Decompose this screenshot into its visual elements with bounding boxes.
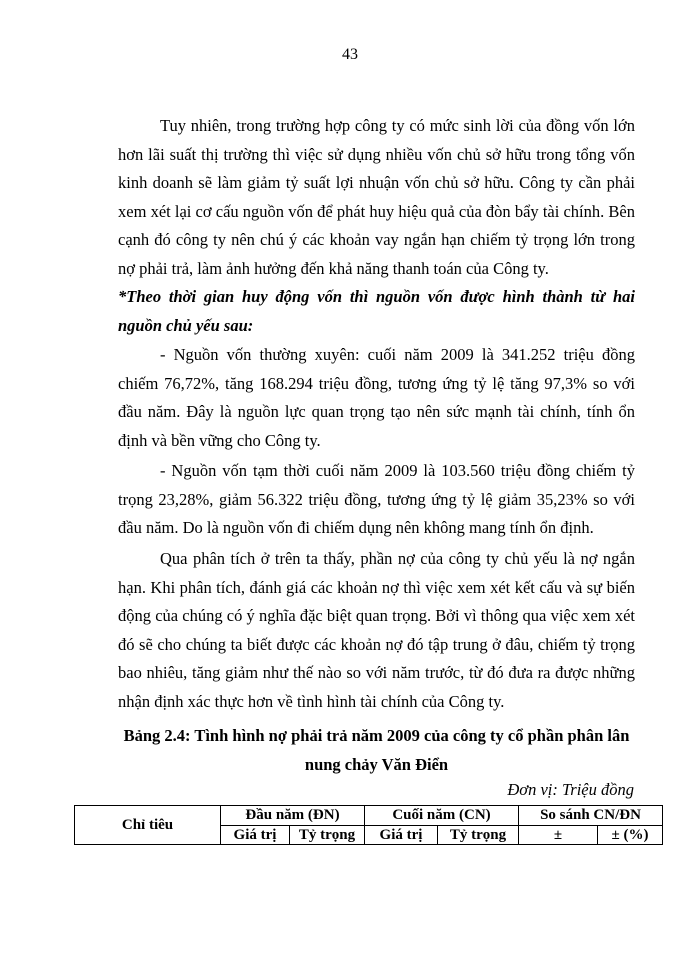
paragraph-leverage: Tuy nhiên, trong trường hợp công ty có mức sinh lời của đồng vốn lớn hơn lãi suất thị trường thì việc sử dụng nhiều vốn chủ sở hữu trong tổng vốn kinh doanh sẽ làm giảm tỷ suất lợi nhuận vốn chủ sở hữu. Công ty cần phải xem xét lại cơ cấu nguồn vốn để phát huy hiệu quả của đòn bẩy tài chính. Bên cạnh đó công ty nên chú ý các khoản vay ngắn hạn chiếm tỷ trọng lớn trong nợ phải trả, làm ảnh hưởng đến khả năng thanh toán của Công ty.: [118, 116, 635, 278]
table-header-row: [75, 806, 663, 826]
paragraph-permanent-capital: - Nguồn vốn thường xuyên: cuối năm 2009 là 341.252 triệu đồng chiếm 76,72%, tăng 168.294 triệu đồng, tương ứng tỷ lệ tăng 97,3% so với đầu năm. Đây là nguồn lực quan trọng tạo nên sức mạnh tài chính, tính ổn định và bền vững cho Công ty.: [118, 345, 635, 450]
header-gia-tri-cn: Giá trị: [365, 825, 438, 845]
header-ty-trong-cn: Tỷ trọng: [438, 825, 519, 845]
header-cuoi-nam: Cuối năm (CN): [365, 806, 519, 826]
header-plus-minus-pct: ± (%): [598, 825, 663, 845]
header-chi-tieu: Chỉ tiêu: [75, 806, 221, 845]
section-heading: *Theo thời gian huy động vốn thì nguồn vốn được hình thành từ hai nguồn chủ yếu sau:: [118, 287, 635, 335]
paragraph-temporary-capital: - Nguồn vốn tạm thời cuối năm 2009 là 103.560 triệu đồng chiếm tỷ trọng 23,28%, giảm 56.322 triệu đồng, tương ứng tỷ lệ giảm 35,23% so với đầu năm. Do là nguồn vốn đi chiếm dụng nên không mang tính ổn định.: [118, 461, 635, 538]
debt-table: [74, 805, 663, 845]
header-ty-trong-dn: Tỷ trọng: [290, 825, 365, 845]
page-number: 43: [342, 46, 358, 63]
header-dau-nam: Đầu năm (ĐN): [221, 806, 365, 826]
header-plus-minus: ±: [519, 825, 598, 845]
table-title: Bảng 2.4: Tình hình nợ phải trả năm 2009 của công ty cổ phần phân lân nung chảy Văn Điển: [123, 726, 630, 774]
paragraph-analysis: Qua phân tích ở trên ta thấy, phần nợ của công ty chủ yếu là nợ ngắn hạn. Khi phân tích, đánh giá các khoản nợ thì việc xem xét kết cấu và sự biến động của chúng có ý nghĩa đặc biệt quan trọng. Bởi vì thông qua việc xem xét đó sẽ cho chúng ta biết được các khoản nợ đó tập trung ở đâu, chiếm tỷ trọng bao nhiêu, tăng giảm như thế nào so với năm trước, từ đó đưa ra được những nhận định xác thực hơn về tình hình tài chính của Công ty.: [118, 549, 635, 711]
table-unit: Đơn vị: Triệu đồng: [507, 780, 634, 799]
header-so-sanh: So sánh CN/ĐN: [519, 806, 663, 826]
header-gia-tri-dn: Giá trị: [221, 825, 290, 845]
